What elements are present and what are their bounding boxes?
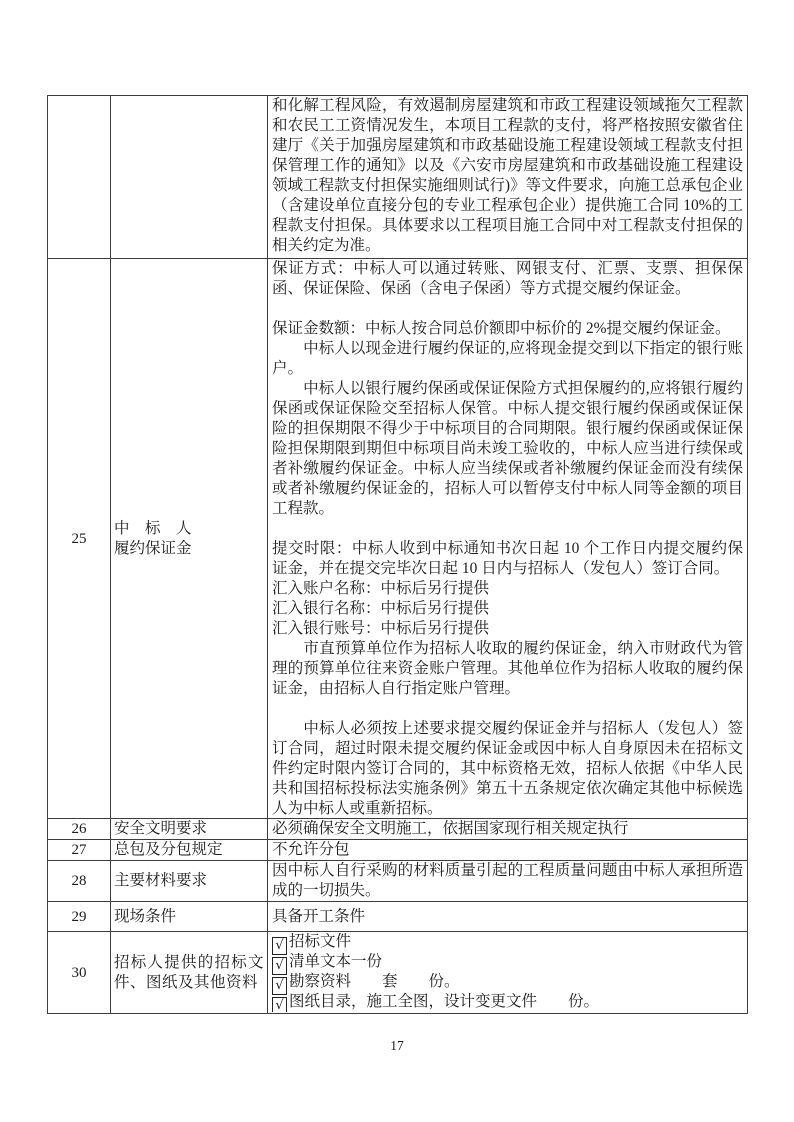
table-row	[48, 96, 748, 259]
blank-line	[272, 299, 743, 319]
row-label: 主要材料要求	[111, 861, 268, 902]
row-number: 28	[48, 861, 111, 902]
check-mark: √	[275, 978, 284, 993]
row-number	[48, 96, 111, 259]
paragraph: 和化解工程风险，有效遏制房屋建筑和市政工程建设领域拖欠工程款和农民工工资情况发生，本项目工程款的支付，将严格按照安徽省住建厅《关于加强房屋建筑和市政基础设施工程建设领域工程款支付担保管理工作的通知》以及《六安市房屋建筑和市政基础设施工程建设领域工程款支付担保实施细则试行)》等文件要求，向施工总承包企业（含建设单位直接分包的专业工程承包企业）提供施工合同 10%的工程款支付担保。具体要求以工程项目施工合同中对工程款支付担保的相关约定为准。	[272, 97, 743, 254]
checklist-item	[272, 952, 743, 972]
checked-checkbox-icon	[272, 997, 287, 1012]
row-label	[111, 259, 268, 819]
check-mark: √	[275, 958, 284, 973]
blank-line	[272, 519, 743, 539]
checklist-item-label: 清单文本一份	[289, 953, 383, 970]
page-number: 17	[390, 1038, 404, 1053]
paragraph: 保证金数额：中标人按合同总价额即中标价的 2%提交履约保证金。	[272, 320, 731, 337]
paragraph: 汇入银行名称：中标后另行提供	[272, 600, 490, 617]
row-label: 现场条件	[111, 902, 268, 932]
row-content	[268, 259, 748, 819]
table-row	[48, 819, 748, 840]
row-content: 必须确保安全文明施工，依据国家现行相关规定执行	[268, 819, 748, 840]
check-mark: √	[275, 998, 284, 1012]
checklist-item-label: 招标文件	[289, 933, 352, 950]
row-number: 25	[48, 259, 111, 819]
table-row	[48, 840, 748, 861]
table-row	[48, 861, 748, 902]
table-row	[48, 902, 748, 932]
row-label-line: 履约保证金	[114, 539, 192, 557]
paragraph: 保证方式：中标人可以通过转账、网银支付、汇票、支票、担保保函、保证保险、保函（含电子保函）等方式提交履约保证金。	[272, 260, 743, 297]
checklist-item	[272, 972, 743, 992]
row-label-line: 中 标 人	[114, 519, 192, 537]
paragraph: 中标人以现金进行履约保证的,应将现金提交到以下指定的银行账户。	[272, 340, 743, 377]
row-label	[111, 96, 268, 259]
paragraph: 市直预算单位作为招标人收取的履约保证金，纳入市财政代为管理的预算单位往来资金账户管理。其他单位作为招标人收取的履约保证金，由招标人自行指定账户管理。	[272, 640, 743, 697]
checklist-item	[272, 932, 743, 952]
row-content: 不允许分包	[268, 840, 748, 861]
row-content	[268, 932, 748, 1014]
blank-line	[272, 699, 743, 719]
row-label: 总包及分包规定	[111, 840, 268, 861]
row-number: 30	[48, 932, 111, 1014]
paragraph: 提交时限：中标人收到中标通知书次日起 10 个工作日内提交履约保证金，并在提交完毕次日起 10 日内与招标人（发包人）签订合同。	[272, 540, 743, 577]
paragraph: 汇入账户名称：中标后另行提供	[272, 580, 490, 597]
table-row	[48, 259, 748, 819]
paragraph: 中标人必须按上述要求提交履约保证金并与招标人（发包人）签订合同，超过时限未提交履约保证金或因中标人自身原因未在招标文件约定时限内签订合同的，其中标资格无效，招标人依据《中华人民共和国招标投标法实施条例》第五十五条规定依次确定其他中标候选人为中标人或重新招标。	[272, 720, 743, 817]
check-mark: √	[275, 938, 284, 953]
row-number: 29	[48, 902, 111, 932]
row-label: 安全文明要求	[111, 819, 268, 840]
row-content	[268, 96, 748, 259]
paragraph: 因中标人自行采购的材料质量引起的工程质量问题由中标人承担所造成的一切损失。	[272, 862, 743, 899]
row-content	[268, 861, 748, 902]
bid-conditions-table	[47, 95, 748, 1014]
row-label: 招标人提供的招标文件、图纸及其他资料	[111, 932, 268, 1014]
row-number: 27	[48, 840, 111, 861]
paragraph: 汇入银行账号：中标后另行提供	[272, 620, 490, 637]
paragraph: 中标人以银行履约保函或保证保险方式担保履约的,应将银行履约保函或保证保险交至招标人保管。中标人提交银行履约保函或保证保险的担保期限不得少于中标项目的合同期限。银行履约保函或保证保险担保期限到期但中标项目尚未竣工验收的，中标人应当进行续保或者补缴履约保证金。中标人应当续保或者补缴履约保证金而没有续保或者补缴履约保证金的，招标人可以暂停支付中标人同等金额的项目工程款。	[272, 380, 743, 517]
checklist-item-label: 图纸目录，施工全图，设计变更文件 份。	[289, 993, 600, 1010]
row-content: 具备开工条件	[268, 902, 748, 932]
table-row	[48, 932, 748, 1014]
checklist-item-label: 勘察资料 套 份。	[289, 973, 460, 990]
checklist-item	[272, 992, 743, 1012]
row-number: 26	[48, 819, 111, 840]
